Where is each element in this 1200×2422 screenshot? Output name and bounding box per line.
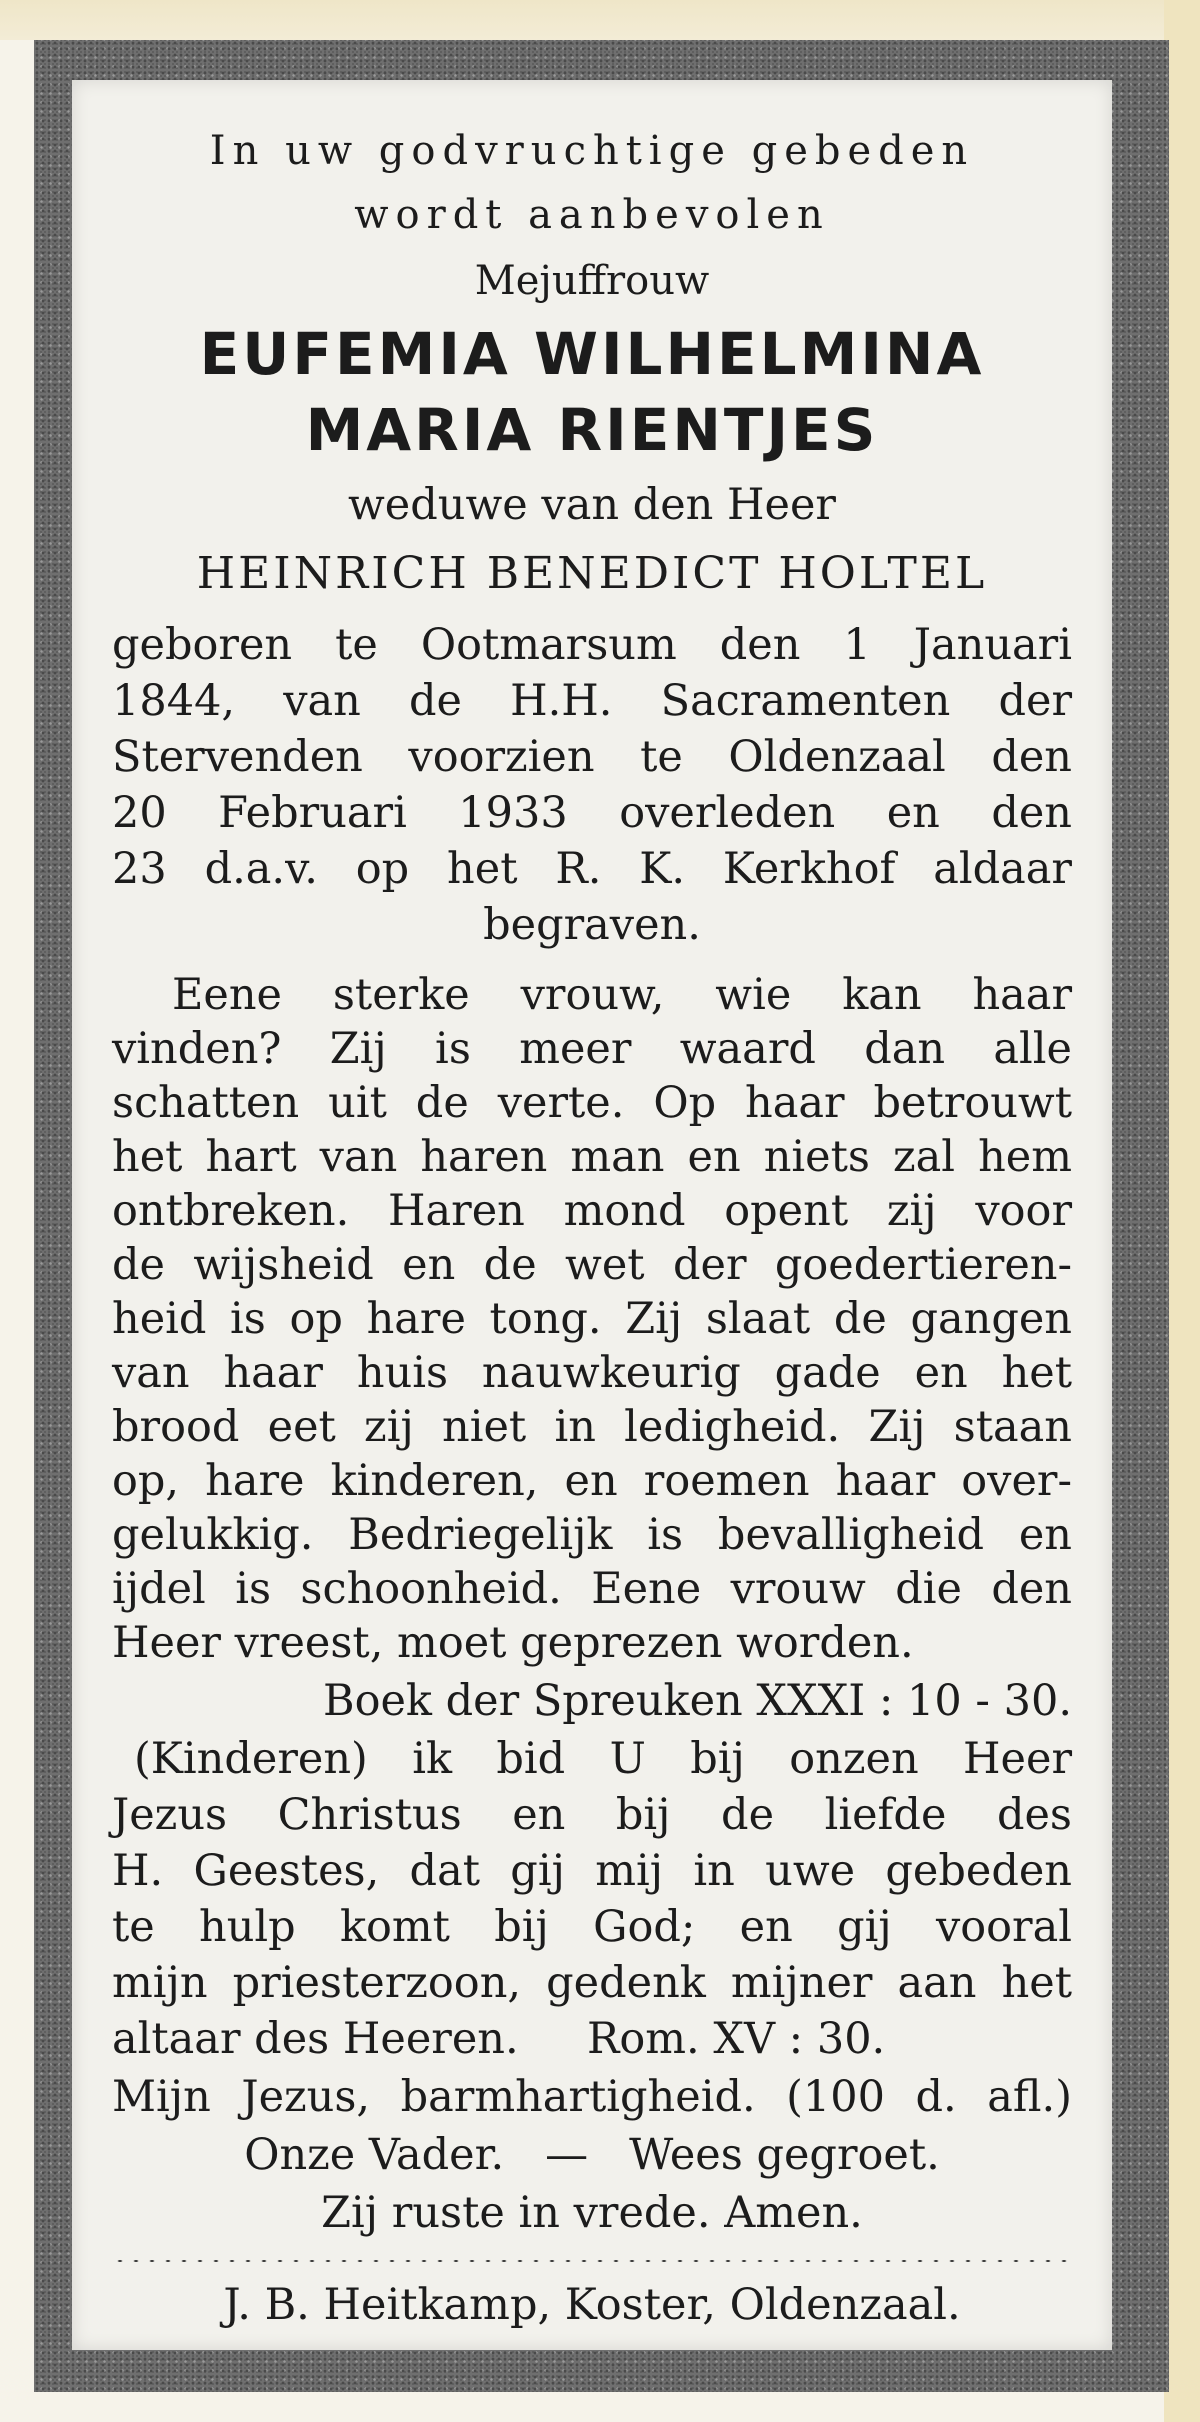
deceased-name-line-1: EUFEMIA WILHELMINA xyxy=(199,320,985,388)
proverb-line: de wijsheid en de wet der goedertieren- xyxy=(112,1240,1072,1290)
bio-line: 23 d.a.v. op het R. K. Kerkhof aldaar xyxy=(112,844,1072,894)
proverb-line: schatten uit de verte. Op haar betrouwt xyxy=(112,1078,1072,1128)
paper-tape-top xyxy=(0,0,1200,40)
proverb-line: brood eet zij niet in ledigheid. Zij staan xyxy=(112,1402,1072,1452)
intro-line-1: In uw godvruchtige gebeden xyxy=(209,128,975,174)
prayer-line: mijn priesterzoon, gedenk mijner aan het xyxy=(112,1958,1072,2008)
indulgence-line: Mijn Jezus, barmhartigheid. (100 d. afl.) xyxy=(112,2072,1072,2122)
deceased-name-line-2: MARIA RIENTJES xyxy=(305,396,879,464)
bio-line-end: begraven. xyxy=(483,900,701,950)
bio-line: Stervenden voorzien te Oldenzaal den xyxy=(112,732,1072,782)
proverb-line: Eene sterke vrouw, wie kan haar xyxy=(172,970,1072,1020)
prayer-line: (Kinderen) ik bid U bij onzen Heer xyxy=(134,1734,1072,1784)
proverb-line-end: Heer vreest, moet geprezen worden. xyxy=(112,1618,914,1668)
proverb-line: het hart van haren man en niets zal hem xyxy=(112,1132,1072,1182)
bio-line: 1844, van de H.H. Sacramenten der xyxy=(112,676,1072,726)
intro-line-2: wordt aanbevolen xyxy=(354,192,830,238)
prayer-line: Jezus Christus en bij de liefde des xyxy=(112,1790,1072,1840)
proverb-line: van haar huis nauwkeurig gade en het xyxy=(112,1348,1072,1398)
bio-line: geboren te Ootmarsum den 1 Januari xyxy=(112,620,1072,670)
proverb-line: gelukkig. Bedriegelijk is bevalligheid en xyxy=(112,1510,1072,1560)
memorial-card xyxy=(72,80,1112,2350)
prayer-line: te hulp komt bij God; en gij vooral xyxy=(112,1902,1072,1952)
prayers-line: Onze Vader. — Wees gegroet. xyxy=(244,2130,940,2180)
rest-in-peace-line: Zij ruste in vrede. Amen. xyxy=(321,2188,863,2238)
proverb-line: ijdel is schoonheid. Eene vrouw die den xyxy=(112,1564,1072,1614)
honorific-title: Mejuffrouw xyxy=(474,258,710,304)
bio-line: 20 Februari 1933 overleden en den xyxy=(112,788,1072,838)
prayer-line-end: altaar des Heeren. Rom. XV : 30. xyxy=(112,2014,886,2064)
prayer-line: H. Geestes, dat gij mij in uwe gebeden xyxy=(112,1846,1072,1896)
proverb-line: heid is op hare tong. Zij slaat de gangen xyxy=(112,1294,1072,1344)
proverb-line: vinden? Zij is meer waard dan alle xyxy=(112,1024,1072,1074)
proverb-line: ontbreken. Haren mond opent zij voor xyxy=(112,1186,1072,1236)
widow-of-line: weduwe van den Heer xyxy=(348,480,836,530)
paper-tape-right xyxy=(1164,0,1200,2422)
husband-name: HEINRICH BENEDICT HOLTEL xyxy=(196,548,988,599)
proverb-reference: Boek der Spreuken XXXI : 10 - 30. xyxy=(322,1676,1072,1726)
proverb-line: op, hare kinderen, en roemen haar over- xyxy=(112,1456,1072,1506)
dotted-divider xyxy=(112,2258,1072,2264)
printer-imprint: J. B. Heitkamp, Koster, Oldenzaal. xyxy=(223,2280,961,2330)
